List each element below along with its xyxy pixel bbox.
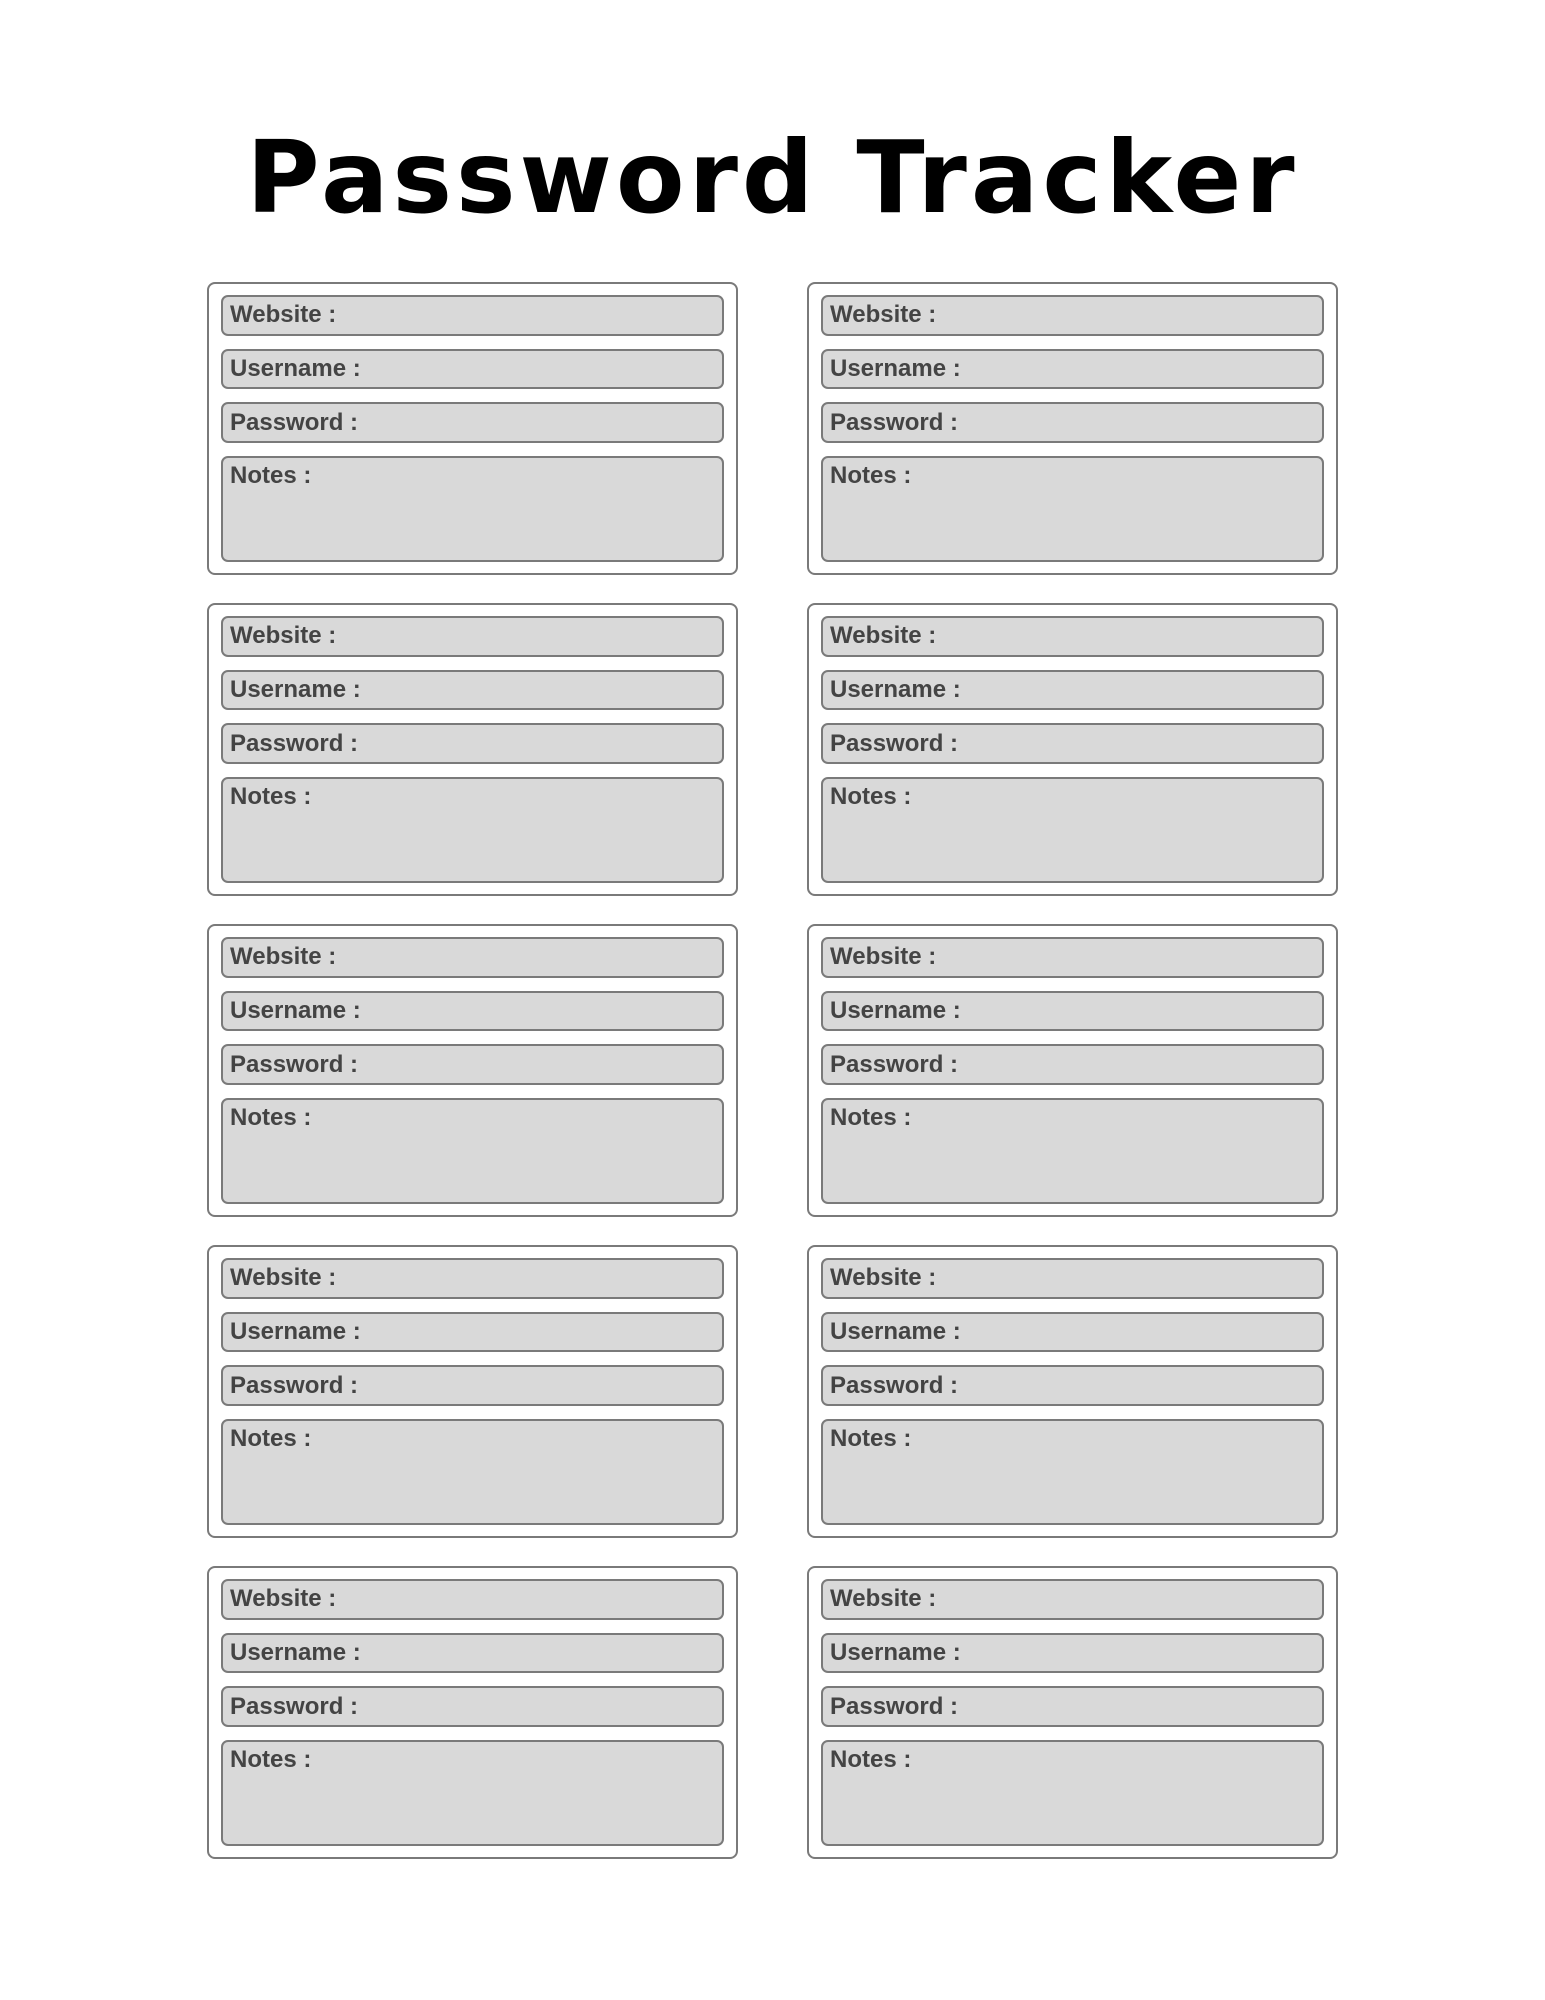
password-entry-card	[207, 1245, 738, 1538]
website-field[interactable]	[221, 1579, 724, 1620]
password-field[interactable]	[221, 1044, 724, 1085]
password-entry-card	[807, 924, 1338, 1217]
notes-label: Notes :	[230, 782, 312, 810]
website-label: Website :	[830, 943, 937, 971]
website-field[interactable]	[821, 295, 1324, 336]
website-field[interactable]	[221, 937, 724, 978]
website-label: Website :	[230, 1585, 337, 1613]
password-entry-grid	[207, 282, 1338, 1859]
notes-field[interactable]	[821, 1740, 1324, 1846]
username-field[interactable]	[821, 1633, 1324, 1674]
username-field[interactable]	[221, 670, 724, 711]
password-label: Password :	[230, 1050, 359, 1078]
notes-field[interactable]	[221, 456, 724, 562]
website-label: Website :	[230, 943, 337, 971]
username-label: Username :	[230, 1317, 361, 1345]
website-label: Website :	[230, 301, 337, 329]
website-field[interactable]	[221, 1258, 724, 1299]
notes-label: Notes :	[830, 1424, 912, 1452]
website-field[interactable]	[221, 616, 724, 657]
website-label: Website :	[230, 1264, 337, 1292]
notes-label: Notes :	[830, 1745, 912, 1773]
username-field[interactable]	[221, 991, 724, 1032]
password-entry-card	[807, 603, 1338, 896]
website-label: Website :	[830, 1585, 937, 1613]
website-field[interactable]	[821, 1579, 1324, 1620]
password-entry-card	[207, 282, 738, 575]
notes-field[interactable]	[221, 1419, 724, 1525]
password-entry-card	[807, 282, 1338, 575]
username-field[interactable]	[821, 670, 1324, 711]
notes-label: Notes :	[230, 1424, 312, 1452]
password-entry-card	[807, 1566, 1338, 1859]
website-field[interactable]	[821, 616, 1324, 657]
website-label: Website :	[830, 622, 937, 650]
password-field[interactable]	[221, 1686, 724, 1727]
password-label: Password :	[830, 1692, 959, 1720]
notes-field[interactable]	[821, 1098, 1324, 1204]
notes-field[interactable]	[821, 777, 1324, 883]
notes-label: Notes :	[230, 461, 312, 489]
username-field[interactable]	[821, 1312, 1324, 1353]
notes-label: Notes :	[230, 1745, 312, 1773]
notes-label: Notes :	[830, 1103, 912, 1131]
notes-field[interactable]	[221, 1740, 724, 1846]
password-field[interactable]	[821, 723, 1324, 764]
notes-label: Notes :	[230, 1103, 312, 1131]
password-field[interactable]	[821, 402, 1324, 443]
password-entry-card	[807, 1245, 1338, 1538]
password-label: Password :	[830, 1050, 959, 1078]
password-field[interactable]	[821, 1044, 1324, 1085]
password-label: Password :	[830, 729, 959, 757]
password-field[interactable]	[221, 402, 724, 443]
username-label: Username :	[830, 1317, 961, 1345]
website-label: Website :	[830, 1264, 937, 1292]
notes-field[interactable]	[821, 1419, 1324, 1525]
website-field[interactable]	[821, 1258, 1324, 1299]
username-label: Username :	[230, 675, 361, 703]
password-label: Password :	[230, 1692, 359, 1720]
username-label: Username :	[830, 996, 961, 1024]
website-label: Website :	[830, 301, 937, 329]
username-label: Username :	[830, 1638, 961, 1666]
notes-label: Notes :	[830, 782, 912, 810]
username-field[interactable]	[821, 349, 1324, 390]
password-field[interactable]	[221, 723, 724, 764]
password-label: Password :	[230, 729, 359, 757]
password-label: Password :	[830, 408, 959, 436]
notes-field[interactable]	[221, 777, 724, 883]
notes-label: Notes :	[830, 461, 912, 489]
password-entry-card	[207, 924, 738, 1217]
username-field[interactable]	[821, 991, 1324, 1032]
notes-field[interactable]	[221, 1098, 724, 1204]
username-label: Username :	[830, 675, 961, 703]
password-label: Password :	[230, 408, 359, 436]
username-label: Username :	[230, 354, 361, 382]
username-label: Username :	[230, 1638, 361, 1666]
password-field[interactable]	[221, 1365, 724, 1406]
username-field[interactable]	[221, 349, 724, 390]
username-label: Username :	[830, 354, 961, 382]
website-label: Website :	[230, 622, 337, 650]
username-label: Username :	[230, 996, 361, 1024]
password-field[interactable]	[821, 1686, 1324, 1727]
username-field[interactable]	[221, 1312, 724, 1353]
password-label: Password :	[230, 1371, 359, 1399]
password-field[interactable]	[821, 1365, 1324, 1406]
username-field[interactable]	[221, 1633, 724, 1674]
password-entry-card	[207, 603, 738, 896]
password-label: Password :	[830, 1371, 959, 1399]
notes-field[interactable]	[821, 456, 1324, 562]
page-title: Password Tracker	[246, 119, 1299, 236]
website-field[interactable]	[221, 295, 724, 336]
website-field[interactable]	[821, 937, 1324, 978]
password-entry-card	[207, 1566, 738, 1859]
